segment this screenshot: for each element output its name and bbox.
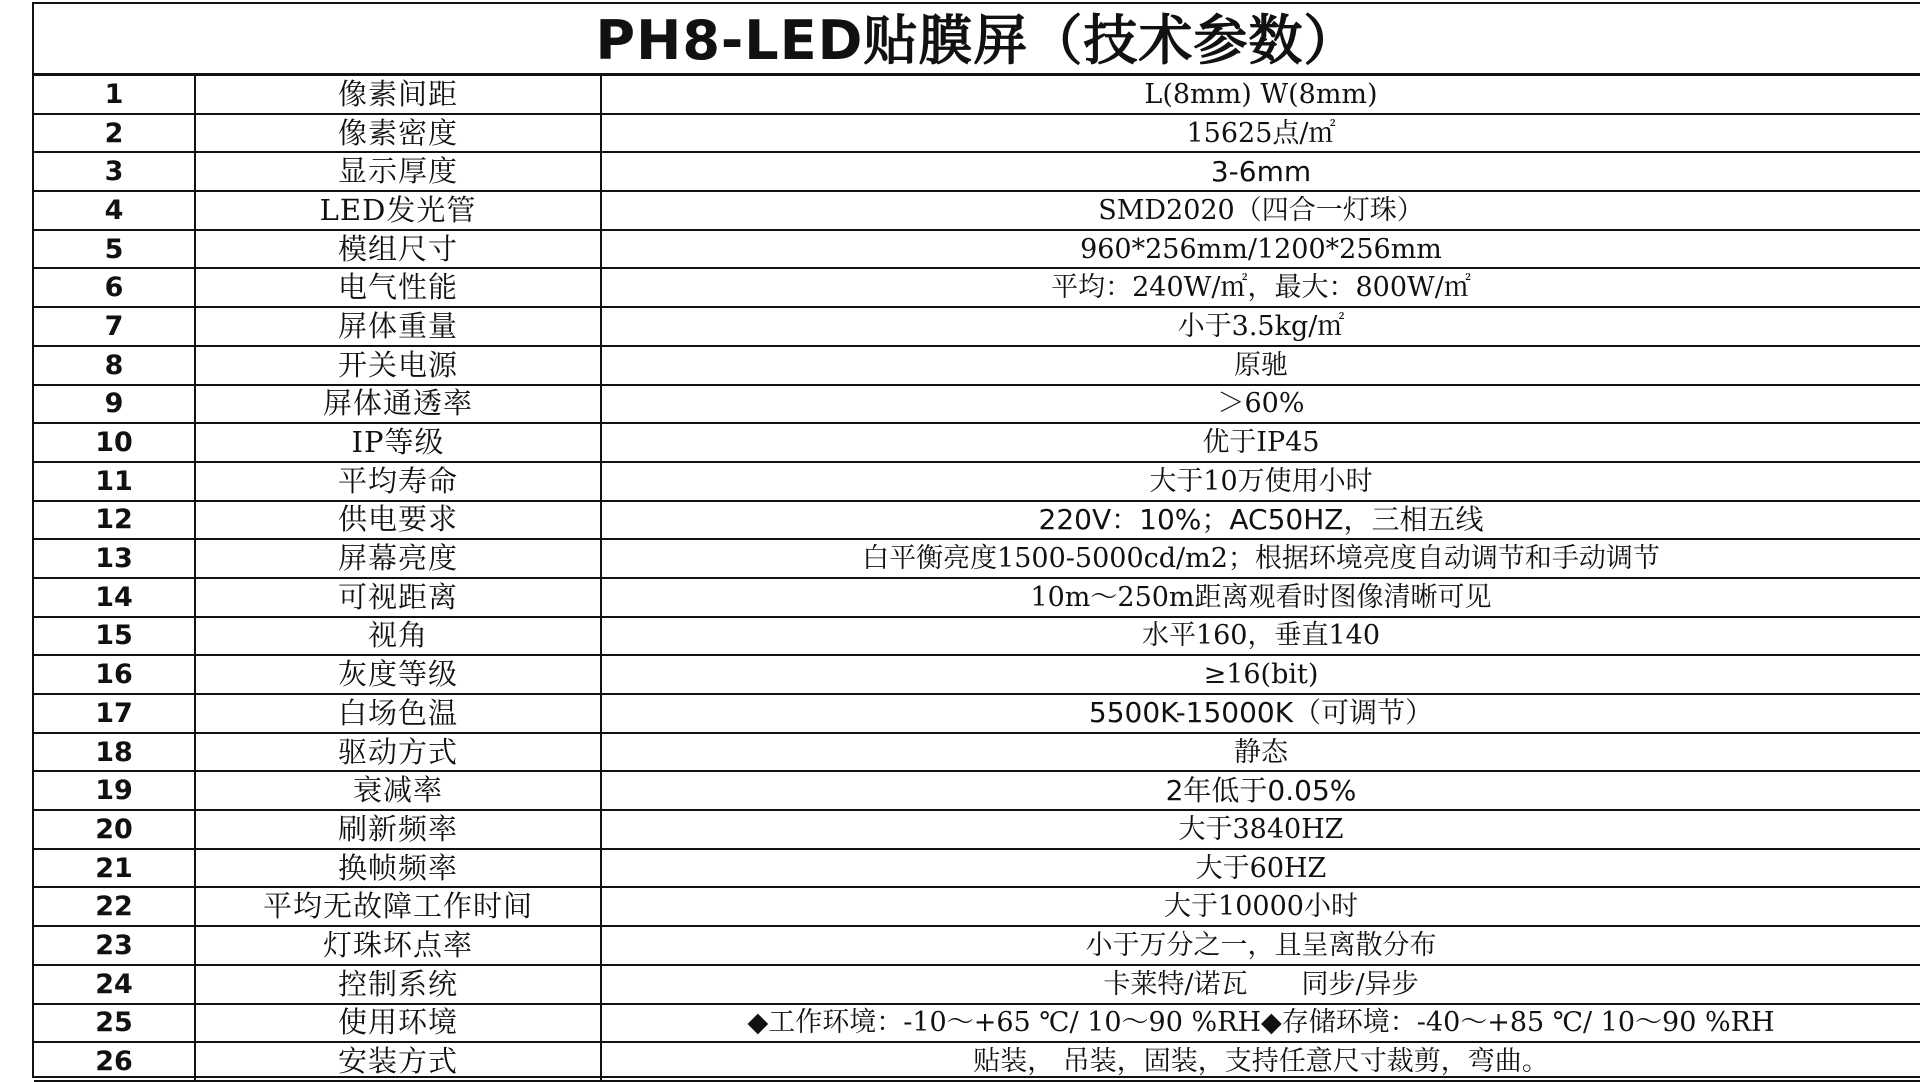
parameter-value: ＞60% <box>601 385 1920 424</box>
parameter-value: 大于10万使用小时 <box>601 462 1920 501</box>
row-number: 19 <box>34 771 195 810</box>
parameter-value: SMD2020（四合一灯珠） <box>601 191 1920 230</box>
parameter-value: 卡莱特/诺瓦 同步/异步 <box>601 965 1920 1004</box>
parameter-value: 5500K-15000K（可调节） <box>601 694 1920 733</box>
parameter-name: 灯珠坏点率 <box>195 926 601 965</box>
table-row <box>34 926 1920 965</box>
parameter-name: 屏体重量 <box>195 307 601 346</box>
parameter-value: 大于60HZ <box>601 849 1920 888</box>
table-row <box>34 423 1920 462</box>
parameter-name: 电气性能 <box>195 268 601 307</box>
spec-table-body <box>34 76 1920 1081</box>
table-row <box>34 230 1920 269</box>
parameter-name: 像素密度 <box>195 114 601 153</box>
table-row <box>34 307 1920 346</box>
table-row <box>34 152 1920 191</box>
table-row <box>34 733 1920 772</box>
parameter-value: L(8mm) W(8mm) <box>601 76 1920 114</box>
parameter-name: 像素间距 <box>195 76 601 114</box>
parameter-value: ◆工作环境：-10～+65 ℃/ 10～90 %RH◆存储环境：-40～+85 ℃/ 10～90 %RH <box>601 1004 1920 1043</box>
table-row <box>34 114 1920 153</box>
table-row <box>34 462 1920 501</box>
parameter-value: 原驰 <box>601 346 1920 385</box>
table-row <box>34 76 1920 114</box>
parameter-value: 10m～250m距离观看时图像清晰可见 <box>601 578 1920 617</box>
table-row <box>34 617 1920 656</box>
row-number: 16 <box>34 655 195 694</box>
parameter-value: 960*256mm/1200*256mm <box>601 230 1920 269</box>
parameter-name: 使用环境 <box>195 1004 601 1043</box>
table-row <box>34 346 1920 385</box>
row-number: 26 <box>34 1042 195 1081</box>
table-row <box>34 501 1920 540</box>
parameter-value: 静态 <box>601 733 1920 772</box>
parameter-name: 供电要求 <box>195 501 601 540</box>
parameter-name: LED发光管 <box>195 191 601 230</box>
row-number: 17 <box>34 694 195 733</box>
parameter-name: 显示厚度 <box>195 152 601 191</box>
parameter-name: 刷新频率 <box>195 810 601 849</box>
table-row <box>34 965 1920 1004</box>
parameter-value: 水平160，垂直140 <box>601 617 1920 656</box>
row-number: 3 <box>34 152 195 191</box>
parameter-name: 视角 <box>195 617 601 656</box>
page-title: PH8-LED贴膜屏（技术参数） <box>34 4 1920 76</box>
parameter-name: 驱动方式 <box>195 733 601 772</box>
table-row <box>34 539 1920 578</box>
parameter-name: 平均无故障工作时间 <box>195 887 601 926</box>
parameter-name: 屏体通透率 <box>195 385 601 424</box>
row-number: 10 <box>34 423 195 462</box>
table-row <box>34 849 1920 888</box>
table-row <box>34 887 1920 926</box>
table-row <box>34 694 1920 733</box>
table-row <box>34 655 1920 694</box>
parameter-value: ≥16(bit) <box>601 655 1920 694</box>
parameter-name: 换帧频率 <box>195 849 601 888</box>
parameter-name: 灰度等级 <box>195 655 601 694</box>
row-number: 9 <box>34 385 195 424</box>
table-row <box>34 268 1920 307</box>
parameter-value: 小于万分之一，且呈离散分布 <box>601 926 1920 965</box>
row-number: 21 <box>34 849 195 888</box>
row-number: 5 <box>34 230 195 269</box>
table-row <box>34 191 1920 230</box>
table-row <box>34 1004 1920 1043</box>
parameter-name: 可视距离 <box>195 578 601 617</box>
spec-sheet <box>32 2 1920 1078</box>
parameter-value: 3-6mm <box>601 152 1920 191</box>
row-number: 25 <box>34 1004 195 1043</box>
parameter-value: 2年低于0.05% <box>601 771 1920 810</box>
row-number: 15 <box>34 617 195 656</box>
row-number: 22 <box>34 887 195 926</box>
parameter-value: 优于IP45 <box>601 423 1920 462</box>
row-number: 13 <box>34 539 195 578</box>
row-number: 12 <box>34 501 195 540</box>
row-number: 4 <box>34 191 195 230</box>
parameter-value: 平均：240W/㎡，最大：800W/㎡ <box>601 268 1920 307</box>
row-number: 23 <box>34 926 195 965</box>
table-row <box>34 810 1920 849</box>
row-number: 20 <box>34 810 195 849</box>
spec-table <box>34 76 1920 1082</box>
parameter-name: 安装方式 <box>195 1042 601 1081</box>
row-number: 14 <box>34 578 195 617</box>
table-row <box>34 385 1920 424</box>
parameter-value: 大于10000小时 <box>601 887 1920 926</box>
row-number: 6 <box>34 268 195 307</box>
row-number: 24 <box>34 965 195 1004</box>
parameter-value: 15625点/㎡ <box>601 114 1920 153</box>
parameter-value: 220V：10%；AC50HZ，三相五线 <box>601 501 1920 540</box>
parameter-value: 白平衡亮度1500-5000cd/m2；根据环境亮度自动调节和手动调节 <box>601 539 1920 578</box>
parameter-name: IP等级 <box>195 423 601 462</box>
row-number: 18 <box>34 733 195 772</box>
row-number: 11 <box>34 462 195 501</box>
table-row <box>34 771 1920 810</box>
parameter-name: 白场色温 <box>195 694 601 733</box>
row-number: 2 <box>34 114 195 153</box>
parameter-name: 衰减率 <box>195 771 601 810</box>
table-row <box>34 578 1920 617</box>
row-number: 8 <box>34 346 195 385</box>
table-row <box>34 1042 1920 1081</box>
row-number: 7 <box>34 307 195 346</box>
row-number: 1 <box>34 76 195 114</box>
parameter-value: 大于3840HZ <box>601 810 1920 849</box>
parameter-name: 控制系统 <box>195 965 601 1004</box>
parameter-value: 小于3.5kg/㎡ <box>601 307 1920 346</box>
parameter-name: 平均寿命 <box>195 462 601 501</box>
parameter-name: 模组尺寸 <box>195 230 601 269</box>
parameter-name: 屏幕亮度 <box>195 539 601 578</box>
parameter-value: 贴装， 吊装，固装，支持任意尺寸裁剪，弯曲。 <box>601 1042 1920 1081</box>
parameter-name: 开关电源 <box>195 346 601 385</box>
